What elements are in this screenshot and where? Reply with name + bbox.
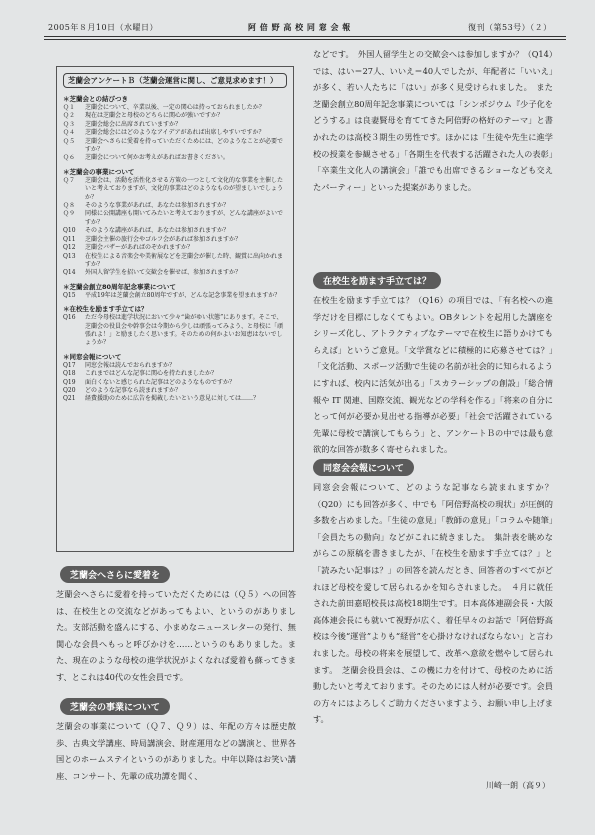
question-number: Ｑ３ bbox=[63, 120, 76, 128]
question-number: Ｑ８ bbox=[63, 202, 76, 210]
question-text: 芝蘭会総会にはどのようなアイデアがあれば出席しやすいですか？ bbox=[85, 129, 265, 137]
heading-attachment: 芝蘭会へさらに愛着を bbox=[60, 566, 170, 583]
survey-question bbox=[63, 227, 287, 235]
survey-question bbox=[63, 112, 287, 120]
survey-box bbox=[56, 66, 294, 552]
heading-newsletter: 同窓会会報について bbox=[313, 459, 414, 476]
survey-question bbox=[63, 210, 287, 227]
survey-question bbox=[63, 253, 287, 270]
survey-question bbox=[63, 154, 287, 162]
article-encourage: 在校生を励ます手立ては？（Q16）の項目では、「有名校への進学だけを目標にしなくてもよい。OBタレントを起用した講座をシリーズ化し、アトラクティブなテーマで在校生に語りかけてもらえば」というご意見。「文学賞などに積極的に応募させては？」「文化活動、スポーツ活動で生徒の名前が社会的に知られるようにすれば、校内に活気が出る」「スカラーシップの創設」「総合情報や IT 関連、国際交流、観光などの学科を作る」「将来の自分にとって何が必要か見出せる指導が必要」「社会で活躍されている先輩に母校で講演してもらう」と、アンケートＢの中では最も意欲的な回答が数多く寄せられました。 bbox=[313, 295, 553, 455]
question-text: 経費援助のために広告を掲載したいという意見に対しては……？ bbox=[85, 395, 260, 403]
survey-question bbox=[63, 395, 287, 403]
question-text: 平成19年は芝蘭会創立80周年ですが、どんな記念事業を望まれますか？ bbox=[85, 291, 281, 299]
question-text: ただ今母校は進学状況において少々“歯がゆい状態”にあります。そこで、芝蘭会の役員会や幹事会は今期から少しは頑張ってみよう、と母校に「頑張れよ！」と励ましたく思います。そのための何かよいお知恵はないでしょうか？ bbox=[85, 314, 284, 347]
question-number: Q17 bbox=[63, 361, 76, 369]
question-text: 現在は芝蘭会と母校のどちらに関心が強いですか？ bbox=[85, 112, 224, 120]
question-text: 同様に公開講座も開いてみたいと考えておりますが、どんな講座がよいですか？ bbox=[85, 210, 284, 226]
survey-question bbox=[63, 269, 287, 277]
question-text: 芝蘭会について何かお考えがあればお書きください。 bbox=[85, 154, 229, 162]
article-attachment: 芝蘭会へさらに愛着を持っていただくためには（Ｑ５）への回答は、在校生との交流などがあってもよい、というのがありました。支部活動を盛んにする、小まめなニュースレターの発行、無関心な会員へもっと呼びかけを……というのもありました。また、現在のような母校の進学状況がよくなれば愛着も蘇ってきます、とこれは40代の女性会員です。 bbox=[56, 589, 296, 682]
question-number: Q21 bbox=[63, 395, 76, 403]
survey-question bbox=[63, 244, 287, 252]
survey-question bbox=[63, 121, 287, 129]
survey-section bbox=[63, 304, 287, 348]
question-text: 同窓会報は読んでおられますか？ bbox=[85, 361, 176, 369]
survey-section bbox=[63, 352, 287, 404]
question-number: Ｑ７ bbox=[63, 176, 76, 184]
author-signature: 川崎一朗（高９） bbox=[486, 781, 550, 790]
survey-question bbox=[63, 292, 287, 300]
question-text: これまではどんな記事に関心を持たれましたか？ bbox=[85, 370, 218, 378]
header-rule bbox=[44, 36, 566, 37]
survey-section-title: ＊芝蘭会創立80周年記念事業について bbox=[63, 282, 176, 291]
question-text: 在校生による音楽会や美術展などを芝蘭会が催した時、観賞に出向かれますか？ bbox=[85, 252, 284, 268]
question-number: Q18 bbox=[63, 370, 76, 378]
question-text: 芝蘭会について、卒業以後、一定の関心は持っておられましたか？ bbox=[85, 104, 265, 111]
question-number: Ｑ４ bbox=[63, 129, 76, 137]
survey-question bbox=[63, 314, 287, 348]
survey-section bbox=[63, 94, 287, 163]
question-text: 面白くないと感じられた記事はどのようなものですか？ bbox=[85, 378, 236, 386]
survey-question bbox=[63, 138, 287, 155]
survey-question bbox=[63, 370, 287, 378]
heading-encourage: 在校生を励ます手立ては？ bbox=[313, 272, 441, 289]
question-number: Q10 bbox=[63, 227, 76, 235]
question-text: そのような事業があれば、あなたは参加されますか？ bbox=[85, 202, 230, 210]
question-number: Ｑ９ bbox=[63, 210, 76, 218]
survey-section-title: ＊同窓会報について bbox=[63, 352, 122, 361]
survey-question bbox=[63, 236, 287, 244]
survey-question bbox=[63, 379, 287, 387]
heading-projects: 芝蘭会の事業について bbox=[60, 698, 170, 715]
survey-section-title: ＊芝蘭会との結びつき bbox=[63, 95, 128, 103]
question-number: Q15 bbox=[63, 291, 76, 299]
survey-section bbox=[63, 282, 287, 300]
question-text: 芝蘭会バザーがあればのぞかれますか？ bbox=[85, 244, 194, 252]
survey-sections bbox=[63, 94, 287, 404]
question-number: Q13 bbox=[63, 252, 76, 260]
article-continued: などです。 外国人留学生との交歓会へは参加しますか？（Q14）では、はい＝27人、いいえ＝40人でしたが、年配者に「いいえ」が多く、若い人たちに「はい」が多く見受けられました。 また芝蘭会創立80周年記念事業については「シンポジウム『少子化をどうする』は良妻賢母を育ててきた阿倍野の格好のテーマ」と書かれたのは高校３期生の男性です。ほかには「生徒や先生に進学校の授業を参観させる」「各期生を代表する活躍された人の表彰」「卒業生文化人の講演会」「誰でも出席できるショーなども交えたパーティー」といった提案がありました。 bbox=[313, 49, 553, 192]
survey-question bbox=[63, 129, 287, 137]
question-number: Ｑ６ bbox=[63, 154, 76, 162]
survey-question bbox=[63, 177, 287, 202]
issue-number: 復刊（第53号）（２） bbox=[468, 23, 552, 32]
article-projects: 芝蘭会の事業について（Ｑ７、Ｑ９）は、年配の方々は歴史散歩、古典文学講座、時局講演会、財産運用などの講演と、世界各国とのホームステイというのがありました。中年以降はお笑い講座、コンサート、先輩の成功譚を聞く、 bbox=[56, 721, 296, 781]
survey-section bbox=[63, 167, 287, 278]
question-text: どのような記事なら読まれますか？ bbox=[85, 386, 182, 394]
question-number: Q11 bbox=[63, 235, 76, 243]
header-rule-2 bbox=[44, 39, 566, 40]
survey-question bbox=[63, 362, 287, 370]
newsletter-title: 阿 倍 野 高 校 同 窓 会 報 bbox=[248, 23, 351, 32]
question-text: 芝蘭会主催の旅行会やゴルフ会があれば参加されますか？ bbox=[85, 235, 242, 243]
question-number: Ｑ１ bbox=[63, 104, 76, 111]
issue-date: 2005年８月10日（水曜日） bbox=[48, 23, 159, 32]
question-text: そのような講座があれば、あなたは参加されますか？ bbox=[85, 227, 230, 235]
survey-section-title: ＊芝蘭会の事業について bbox=[63, 167, 135, 176]
article-newsletter: 同窓会会報について、どのような記事なら読まれますか？（Q20）にも回答が多く、中でも「阿倍野高校の現状」が圧倒的多数を占めました。「生徒の意見」「教師の意見」「コラムや随筆」「会員たちの動向」などがこれに続きました。 集計表を眺めながらこの原稿を書きましたが、「在校生を励ます手立ては？」と「読みたい記事は？」の回答を読んだとき、回答者のすべてがどれほど母校を愛して居られるかを知らされました。 ４月に就任された前田嘉昭校長は高校18期生です。日本高体連副会長・大阪高体連会長にも就いて視野が広く、着任早々のお話で「阿倍野高校は今後“運営”よりも“経営”を心掛けなければならない」と言われました。母校の将来を展望して、改革へ意欲を燃やして居られます。 芝蘭会役員会は、この機に力を付けて、母校のために活動したいと考えております。そのためには人材が必要です。会員の方々にはよろしくご助力くださいますよう、お願い申し上げます。 bbox=[313, 482, 553, 725]
question-number: Q19 bbox=[63, 378, 76, 386]
question-number: Q16 bbox=[63, 314, 76, 322]
question-number: Ｑ５ bbox=[63, 137, 76, 145]
survey-section-title: ＊在校生を励ます手立ては？ bbox=[63, 305, 148, 314]
question-number: Q12 bbox=[63, 244, 76, 252]
survey-title: 芝蘭会アンケートＢ（芝蘭会運営に関し、ご意見求めます！） bbox=[63, 73, 287, 88]
question-number: Ｑ２ bbox=[63, 112, 76, 120]
question-number: Q20 bbox=[63, 386, 76, 394]
question-text: 芝蘭会は、活動を活性化させる方策の一つとして文化的な事業を主催したいと考えておりますが、文化的事業はどのようなものが望ましいでしょうか？ bbox=[85, 176, 284, 201]
question-number: Q14 bbox=[63, 269, 76, 277]
question-text: 芝蘭会総会に出席されていますか？ bbox=[85, 120, 182, 128]
question-text: 芝蘭会へさらに愛着を持っていただくためには、どのようなことが必要ですか？ bbox=[85, 137, 284, 154]
question-text: 外国人留学生を招いて交歓会を催せば、参加されますか？ bbox=[85, 269, 242, 277]
